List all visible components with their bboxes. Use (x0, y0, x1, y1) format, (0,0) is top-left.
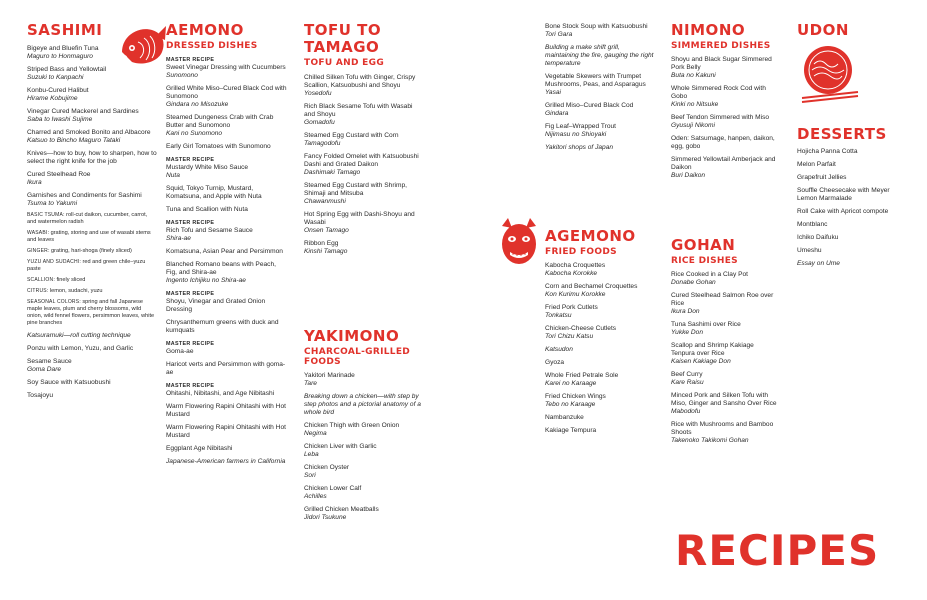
recipe-item (545, 44, 655, 68)
recipe-name: Warm Flowering Rapini Ohitashi with Hot Mustard (166, 424, 286, 439)
recipe-item (671, 114, 779, 130)
recipe-japanese-name: Takenoko Takikomi Gohan (671, 437, 749, 444)
recipe-name: Fried Chicken Wings (545, 393, 606, 400)
garnish-text: : grating, storing and use of wasabi stems and leaves (27, 230, 151, 243)
gohan-subtitle: RICE DISHES (671, 256, 738, 266)
recipe-name: Whole Simmered Rock Cod with Gobo (671, 85, 766, 100)
recipe-name: Soy Sauce with Katsuobushi (27, 379, 111, 386)
demon-mask-illustration (498, 216, 540, 266)
agemono-title: AGEMONO (545, 227, 636, 245)
recipe-item (166, 185, 288, 201)
recipe-name: Chicken Thigh with Green Onion (304, 422, 400, 429)
recipe-name: Ichiko Daifuku (797, 234, 839, 241)
recipe-name: Fried Pork Cutlets (545, 304, 598, 311)
recipe-name: Ohitashi, Nibitashi, and Age Nibitashi (166, 390, 275, 397)
nimono-section (671, 22, 779, 180)
fish-illustration (116, 22, 168, 70)
recipe-item (27, 129, 157, 145)
recipe-japanese-name: Mabodofu (671, 408, 701, 415)
recipe-name: Ponzu with Lemon, Yuzu, and Garlic (27, 345, 134, 352)
recipe-name: Eggplant Age Nibitashi (166, 445, 233, 452)
recipe-item (27, 87, 157, 103)
udon-bowl-illustration (800, 42, 860, 104)
recipe-item (545, 372, 655, 388)
udon-section (797, 22, 907, 39)
recipe-japanese-name: Kaisen Kakiage Don (671, 358, 731, 365)
desserts-title: DESSERTS (797, 125, 887, 143)
tofu-subtitle: TOFU AND EGG (304, 58, 385, 68)
recipe-item (166, 382, 288, 398)
yakimono-continued-section (545, 18, 655, 152)
recipe-item (166, 261, 288, 285)
recipe-name: Essay on Ume (797, 260, 840, 267)
recipe-item (304, 422, 422, 438)
recipe-item (304, 103, 422, 127)
recipe-item (545, 414, 655, 422)
recipe-name: Squid, Tokyo Turnip, Mustard, Komatsuna, and Apple with Nuta (166, 185, 262, 200)
garnish-item (27, 212, 157, 226)
recipe-item (304, 182, 422, 206)
recipe-item (545, 346, 655, 354)
recipe-item (166, 206, 288, 214)
recipe-item (166, 290, 288, 314)
recipe-item (797, 161, 907, 169)
gohan-title: GOHAN (671, 236, 736, 254)
garnish-key: CITRUS (27, 288, 47, 294)
recipe-item (545, 283, 655, 299)
recipe-item (671, 421, 779, 445)
recipe-item (27, 192, 157, 208)
recipe-japanese-name: Buta no Kakuni (671, 72, 716, 79)
recipe-name: Nambanzuke (545, 414, 584, 421)
garnish-text: : red and green chile–yuzu paste (27, 259, 146, 272)
recipe-name: Cured Steelhead Salmon Roe over Rice (671, 292, 774, 307)
recipe-item (671, 56, 779, 80)
recipe-name: Katsuramuki—roll cutting technique (27, 332, 131, 339)
recipe-item (166, 424, 288, 440)
recipe-japanese-name: Ikura (27, 179, 42, 186)
recipe-japanese-name: Karei no Karaage (545, 380, 597, 387)
recipe-name: Striped Bass and Yellowtail (27, 66, 107, 73)
garnish-key: SEASONAL COLORS (27, 299, 80, 305)
recipes-big-title: RECIPES (675, 526, 880, 575)
recipe-japanese-name: Yukke Don (671, 329, 704, 336)
aemono-section (166, 22, 288, 466)
recipe-item (166, 85, 288, 109)
recipe-japanese-name: Nuta (166, 172, 180, 179)
recipe-name: Hot Spring Egg with Dashi-Shoyu and Wasabi (304, 211, 415, 226)
recipe-item (27, 358, 157, 374)
recipe-name: Haricot verts and Persimmon with goma-ae (166, 361, 286, 376)
recipe-japanese-name: Sori (304, 472, 316, 479)
recipe-name: Hojicha Panna Cotta (797, 148, 858, 155)
recipe-name: Rice with Mushrooms and Bamboo Shoots (671, 421, 774, 436)
garnish-key: SCALLION (27, 277, 54, 283)
recipe-name: Building a make shift grill, maintaining the fire, gauging the right temperature (545, 44, 654, 67)
recipe-japanese-name: Gindara (545, 110, 569, 117)
recipe-name: Bone Stock Soup with Katsuobushi (545, 23, 648, 30)
recipe-name: Whole Fried Petrale Sole (545, 372, 619, 379)
recipe-name: Chicken-Cheese Cutlets (545, 325, 617, 332)
recipe-item (545, 123, 655, 139)
recipe-name: Grilled Chicken Meatballs (304, 506, 379, 513)
recipe-item (545, 102, 655, 118)
recipe-item (27, 108, 157, 124)
recipe-name: Kabocha Croquettes (545, 262, 606, 269)
recipe-name: Melon Parfait (797, 161, 836, 168)
recipe-item (27, 392, 157, 400)
recipe-item (27, 332, 157, 340)
recipe-name: Goma-ae (166, 348, 194, 355)
recipe-item (166, 219, 288, 243)
recipe-japanese-name: Nijimasu no Shioyaki (545, 131, 607, 138)
recipe-name: Minced Pork and Silken Tofu with Miso, Ginger and Sansho Over Rice (671, 392, 777, 407)
recipe-japanese-name: Buri Daikon (671, 172, 706, 179)
recipe-japanese-name: Maguro to Honmaguro (27, 53, 93, 60)
recipe-japanese-name: Onsen Tamago (304, 227, 349, 234)
recipe-name: Breaking down a chicken—with step by step photos and a pictorial anatomy of a whole bird (304, 393, 421, 416)
recipe-name: Yakitori shops of Japan (545, 144, 614, 151)
recipe-item (304, 485, 422, 501)
recipe-name: Chicken Oyster (304, 464, 350, 471)
recipe-item (797, 234, 907, 242)
recipe-japanese-name: Kinshi Tamago (304, 248, 348, 255)
recipe-japanese-name: Kabocha Korokke (545, 270, 598, 277)
aemono-list (166, 56, 288, 466)
garnish-text: : roll-cut daikon, cucumber, carrot, and watermelon radish (27, 212, 148, 225)
recipe-japanese-name: Yosedofu (304, 90, 332, 97)
recipe-japanese-name: Hirame Kobujime (27, 95, 78, 102)
nimono-title: NIMONO (671, 21, 746, 39)
recipe-item (304, 211, 422, 235)
garnish-item (27, 277, 157, 284)
recipe-item (27, 345, 157, 353)
recipe-name: Fig Leaf–Wrapped Trout (545, 123, 616, 130)
recipe-japanese-name: Suzuki to Kanpachi (27, 74, 84, 81)
recipe-name: Beef Tendon Simmered with Miso (671, 114, 770, 121)
recipe-item (545, 144, 655, 152)
garnish-key: YUZU AND SUDACHI (27, 259, 80, 265)
recipe-name: Konbu-Cured Halibut (27, 87, 89, 94)
recipe-japanese-name: Shira-ae (166, 235, 191, 242)
recipe-item (166, 403, 288, 419)
nimono-subtitle: SIMMERED DISHES (671, 41, 771, 51)
recipe-item (304, 240, 422, 256)
recipe-item (545, 325, 655, 341)
recipe-japanese-name: Leba (304, 451, 319, 458)
gohan-list (671, 271, 779, 445)
recipe-item (797, 174, 907, 182)
tofu-title-2: TAMAGO (304, 38, 380, 56)
recipe-japanese-name: Tare (304, 380, 317, 387)
recipe-item (545, 73, 655, 97)
recipe-item (27, 379, 157, 387)
recipe-name: Umeshu (797, 247, 822, 254)
recipe-japanese-name: Jidori Tsukune (304, 514, 347, 521)
recipe-item (671, 85, 779, 109)
recipe-item (166, 143, 288, 151)
recipe-name: Charred and Smoked Bonito and Albacore (27, 129, 151, 136)
recipe-item (545, 304, 655, 320)
garnish-key: GINGER (27, 248, 48, 254)
master-recipe-tag: MASTER RECIPE (166, 157, 215, 163)
recipe-name: Tosajoyu (27, 392, 54, 399)
recipe-item (166, 458, 288, 466)
recipe-japanese-name: Goma Dare (27, 366, 62, 373)
recipe-japanese-name: Tori Gara (545, 31, 573, 38)
recipe-item (166, 156, 288, 180)
recipe-name: Blanched Romano beans with Peach, Fig, and Shira-ae (166, 261, 276, 276)
recipe-name: Japanese-American farmers in California (166, 458, 286, 465)
recipe-japanese-name: Katsuo to Bincho Maguro Tataki (27, 137, 121, 144)
desserts-section (797, 126, 907, 268)
recipe-name: Rich Tofu and Sesame Sauce (166, 227, 253, 234)
sashimi-list-2 (27, 332, 157, 400)
recipe-japanese-name: Tsuma to Yakumi (27, 200, 78, 207)
recipe-name: Sesame Sauce (27, 358, 72, 365)
yakimono-title: YAKIMONO (304, 327, 400, 345)
recipe-item (671, 392, 779, 416)
recipe-item (166, 361, 288, 377)
recipe-item (797, 148, 907, 156)
recipe-item (671, 135, 779, 151)
garnish-text: : spring and fall Japanese maple leaves, plum and cherry blossoms, wild onion, wild fennel flowers, persimmon leaves, white pine branches (27, 299, 155, 326)
tofu-list (304, 74, 422, 256)
recipe-item (545, 23, 655, 39)
yakimono-list (304, 372, 422, 522)
recipe-name: Souffle Cheesecake with Meyer Lemon Marmalade (797, 187, 890, 202)
gohan-section (671, 237, 779, 445)
recipe-item (27, 171, 157, 187)
yakimono-section (304, 328, 422, 522)
garnish-item (27, 259, 157, 273)
recipe-japanese-name: Gindara no Misozuke (166, 101, 229, 108)
sashimi-section (27, 22, 157, 400)
agemono-list (545, 262, 655, 435)
master-recipe-tag: MASTER RECIPE (166, 341, 215, 347)
recipe-name: Grapefruit Jellies (797, 174, 847, 181)
recipe-name: Mustardy White Miso Sauce (166, 164, 249, 171)
recipe-item (797, 187, 907, 203)
recipe-name: Steamed Dungeness Crab with Crab Butter and Sunomono (166, 114, 274, 129)
recipe-item (671, 292, 779, 316)
recipe-name: Komatsuna, Asian Pear and Persimmon (166, 248, 283, 255)
recipe-item (671, 271, 779, 287)
recipe-name: Steamed Egg Custard with Shrimp, Shimaji and Mitsuba (304, 182, 407, 197)
recipe-name: Roll Cake with Apricot compote (797, 208, 889, 215)
recipe-name: Warm Flowering Rapini Ohitashi with Hot Mustard (166, 403, 286, 418)
recipe-name: Vinegar Cured Mackerel and Sardines (27, 108, 139, 115)
recipe-japanese-name: Achilles (304, 493, 327, 500)
recipe-name: Vegetable Skewers with Trumpet Mushrooms, Peas, and Asparagus (545, 73, 646, 88)
recipe-name: Sweet Vinegar Dressing with Cucumbers (166, 64, 286, 71)
recipe-item (797, 260, 907, 268)
recipe-item (166, 445, 288, 453)
recipe-name: Bigeye and Bluefin Tuna (27, 45, 99, 52)
desserts-list (797, 148, 907, 268)
recipe-item (304, 153, 422, 177)
garnish-item (27, 299, 157, 327)
recipe-item (797, 208, 907, 216)
recipe-name: Rice Cooked in a Clay Pot (671, 271, 748, 278)
recipe-japanese-name: Kani no Sunomono (166, 130, 223, 137)
recipe-name: Oden: Satsumage, hanpen, daikon, egg, gobo (671, 135, 775, 150)
tofu-section (304, 22, 422, 256)
recipe-japanese-name: Negima (304, 430, 327, 437)
recipe-item (166, 319, 288, 335)
recipe-name: Chilled Silken Tofu with Ginger, Crispy Scallion, Katsuobushi and Shoyu (304, 74, 416, 89)
recipe-name: Yakitori Marinade (304, 372, 355, 379)
recipe-name: Montblanc (797, 221, 828, 228)
recipe-japanese-name: Kon Kurimu Korokke (545, 291, 606, 298)
tofu-title: TOFU TO (304, 21, 382, 39)
recipe-name: Tuna and Scallion with Nuta (166, 206, 248, 213)
recipe-name: Early Girl Tomatoes with Sunomono (166, 143, 271, 150)
nimono-list (671, 56, 779, 180)
recipe-item (166, 248, 288, 256)
recipe-name: Cured Steelhead Roe (27, 171, 91, 178)
recipe-item (27, 150, 157, 166)
recipe-japanese-name: Kare Raisu (671, 379, 704, 386)
yakimono-continued-list (545, 23, 655, 152)
garnish-text: : grating, hari-shoga (finely sliced) (47, 248, 132, 254)
recipe-item (671, 342, 779, 366)
recipe-japanese-name: Kinki no Nitsuke (671, 101, 719, 108)
yakimono-subtitle: CHARCOAL-GRILLED FOODS (304, 347, 411, 367)
recipe-japanese-name: Dashimaki Tamago (304, 169, 361, 176)
recipe-name: Grilled White Miso–Cured Black Cod with Sunomono (166, 85, 287, 100)
recipe-name: Chicken Liver with Garlic (304, 443, 377, 450)
recipe-name: Steamed Egg Custard with Corn (304, 132, 399, 139)
recipe-japanese-name: Sunomono (166, 72, 198, 79)
garnish-item (27, 248, 157, 255)
recipe-item (304, 464, 422, 480)
recipe-name: Kakiage Tempura (545, 427, 597, 434)
recipe-name: Beef Curry (671, 371, 703, 378)
recipe-name: Rich Black Sesame Tofu with Wasabi and Shoyu (304, 103, 413, 118)
recipe-item (671, 371, 779, 387)
garnish-text: : finely sliced (53, 277, 86, 283)
recipe-name: Simmered Yellowtail Amberjack and Daikon (671, 156, 776, 171)
recipe-japanese-name: Chawanmushi (304, 198, 346, 205)
recipe-item (304, 443, 422, 459)
sashimi-sub-list (27, 212, 157, 327)
recipe-japanese-name: Tonkatsu (545, 312, 572, 319)
recipe-item (545, 262, 655, 278)
recipe-item (545, 359, 655, 367)
recipe-name: Corn and Bechamel Croquettes (545, 283, 638, 290)
recipe-name: Shoyu and Black Sugar Simmered Pork Belly (671, 56, 772, 71)
garnish-item (27, 288, 157, 295)
recipe-item (304, 74, 422, 98)
recipe-item (545, 427, 655, 435)
recipe-name: Fancy Folded Omelet with Katsuobushi Dashi and Grated Daikon (304, 153, 419, 168)
recipe-japanese-name: Ingento Ichijiku no Shira-ae (166, 277, 246, 284)
recipe-item (671, 321, 779, 337)
recipe-name: Chicken Lower Calf (304, 485, 362, 492)
aemono-title: AEMONO (166, 21, 244, 39)
garnish-key: WASABI (27, 230, 48, 236)
recipe-name: Garnishes and Condiments for Sashimi (27, 192, 142, 199)
recipe-name: Katsudon (545, 346, 573, 353)
recipe-japanese-name: Tori Chizu Katsu (545, 333, 594, 340)
recipe-name: Knives—how to buy, how to sharpen, how to select the right knife for the job (27, 150, 157, 165)
garnish-item (27, 230, 157, 244)
recipe-item (797, 247, 907, 255)
udon-title: UDON (797, 21, 849, 39)
master-recipe-tag: MASTER RECIPE (166, 383, 215, 389)
recipe-item (166, 340, 288, 356)
recipe-name: Grilled Miso–Cured Black Cod (545, 102, 634, 109)
aemono-subtitle: DRESSED DISHES (166, 41, 258, 51)
recipe-name: Chrysanthemum greens with duck and kumquats (166, 319, 279, 334)
garnish-key: BASIC TSUMA (27, 212, 64, 218)
recipe-item (671, 156, 779, 180)
recipe-item (797, 221, 907, 229)
recipe-japanese-name: Gyusuji Nikomi (671, 122, 715, 129)
sashimi-title: SASHIMI (27, 21, 103, 39)
recipe-name: Scallop and Shrimp Kakiage Tenpura over Rice (671, 342, 754, 357)
recipe-japanese-name: Tamagodofu (304, 140, 341, 147)
master-recipe-tag: MASTER RECIPE (166, 220, 215, 226)
recipe-name: Gyoza (545, 359, 565, 366)
recipe-item (304, 506, 422, 522)
recipe-item (304, 132, 422, 148)
garnish-text: : lemon, sudachi, yuzu (46, 288, 103, 294)
recipe-japanese-name: Tebo no Karaage (545, 401, 596, 408)
recipe-japanese-name: Yasai (545, 89, 562, 96)
recipe-name: Shoyu, Vinegar and Grated Onion Dressing (166, 298, 266, 313)
recipe-japanese-name: Saba to Iwashi Sujime (27, 116, 93, 123)
recipe-item (166, 56, 288, 80)
recipe-name: Tuna Sashimi over Rice (671, 321, 741, 328)
master-recipe-tag: MASTER RECIPE (166, 291, 215, 297)
recipe-item (545, 393, 655, 409)
agemono-subtitle: FRIED FOODS (545, 247, 617, 257)
recipe-japanese-name: Ikura Don (671, 308, 700, 315)
recipe-item (304, 393, 422, 417)
recipe-name: Ribbon Egg (304, 240, 339, 247)
recipe-japanese-name: Gomadofu (304, 119, 335, 126)
agemono-section (545, 228, 655, 435)
recipe-item (304, 372, 422, 388)
master-recipe-tag: MASTER RECIPE (166, 57, 215, 63)
recipe-japanese-name: Donabe Gohan (671, 279, 716, 286)
recipe-item (166, 114, 288, 138)
